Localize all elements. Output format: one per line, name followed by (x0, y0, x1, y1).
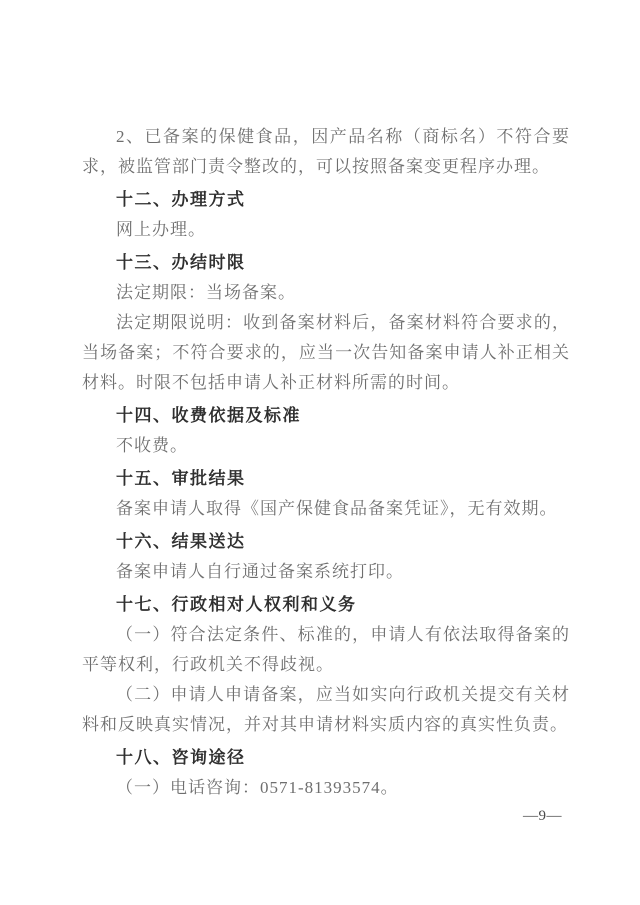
section-heading-17-rights-obligations: 十七、行政相对人权利和义务 (116, 595, 357, 614)
page-number: —9— (523, 808, 562, 824)
paragraph-online-handling: 网上办理。 (116, 220, 206, 239)
paragraph-phone-consultation: （一）电话咨询：0571-81393574。 (116, 778, 399, 797)
section-heading-13-completion-time-limit: 十三、办结时限 (116, 253, 246, 272)
paragraph-rights-item-1: （一）符合法定条件、标准的，申请人有依法取得备案的平等权利，行政机关不得歧视。 (82, 625, 570, 674)
section-heading-12-handling-method: 十二、办理方式 (116, 190, 246, 209)
section-heading-16-result-delivery: 十六、结果送达 (116, 532, 246, 551)
section-heading-15-approval-result: 十五、审批结果 (116, 469, 246, 488)
paragraph-rights-item-2: （二）申请人申请备案，应当如实向行政机关提交有关材料和反映真实情况，并对其申请材料实质内容的真实性负责。 (82, 685, 570, 734)
paragraph-self-print: 备案申请人自行通过备案系统打印。 (116, 562, 404, 581)
section-heading-18-consultation-channels: 十八、咨询途径 (116, 748, 246, 767)
paragraph-filed-product-rename: 2、已备案的保健食品，因产品名称（商标名）不符合要求，被监管部门责令整改的，可以按照备案变更程序办理。 (82, 127, 570, 176)
paragraph-statutory-period: 法定期限：当场备案。 (116, 283, 296, 302)
section-heading-14-fee-basis-standard: 十四、收费依据及标准 (116, 406, 301, 425)
paragraph-filing-certificate: 备案申请人取得《国产保健食品备案凭证》，无有效期。 (116, 499, 558, 518)
paragraph-statutory-period-explanation: 法定期限说明：收到备案材料后，备案材料符合要求的，当场备案；不符合要求的，应当一次告知备案申请人补正相关材料。时限不包括申请人补正材料所需的时间。 (82, 313, 570, 392)
paragraph-no-fee: 不收费。 (116, 436, 188, 455)
